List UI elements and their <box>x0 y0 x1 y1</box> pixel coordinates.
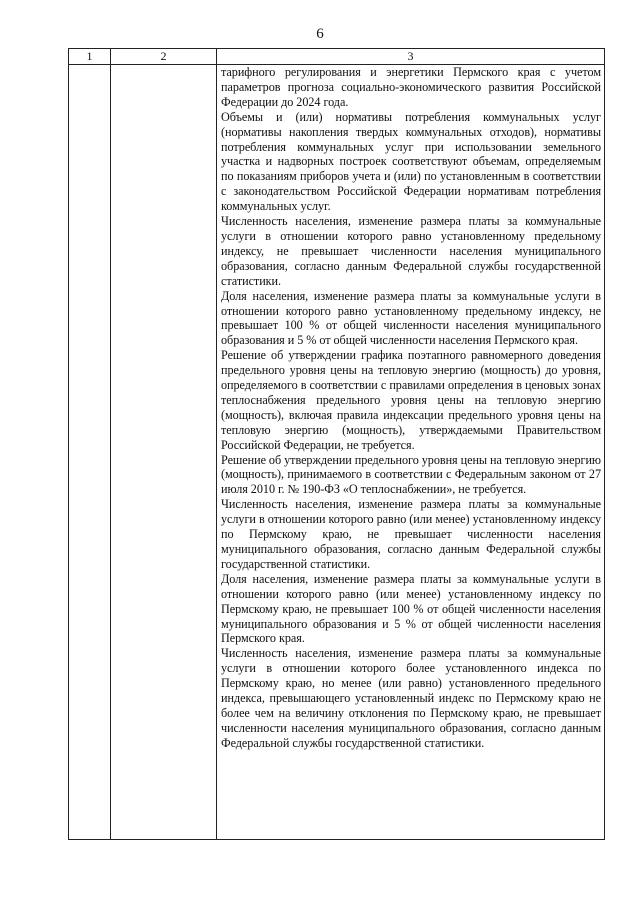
column-header-3: 3 <box>217 49 605 65</box>
paragraph: Доля населения, изменение размера платы за коммунальные услуги в отношении которого равно (или менее) установленному индексу по Пермскому краю, не превышает 100 % от общей численности населения муниципального образования и 5 % от общей численности населения Пермского края. <box>221 571 601 646</box>
cell-text-block <box>217 65 604 751</box>
paragraph: Объемы и (или) нормативы потребления коммунальных услуг (нормативы накопления твердых коммунальных отходов), нормативы потребления коммунальных услуг при использовании земельного участка и надворных построек соответствуют объемам, определяемым по показаниям приборов учета и (или) по установленным в соответствии с законодательством Российской Федерации нормативам потребления коммунальных услуг. <box>221 109 601 214</box>
column-header-2: 2 <box>111 49 217 65</box>
paragraph: Численность населения, изменение размера платы за коммунальные услуги в отношении которого более установленного индекса по Пермскому краю, но менее (или равно) установленного предельного индекса, превышающего установленный индекс по Пермскому краю не более чем на величину отклонения по Пермскому краю, не превышает численности населения муниципального образования, согласно данным Федеральной службы государственной статистики. <box>221 646 601 750</box>
document-table <box>68 48 605 840</box>
paragraph: Доля населения, изменение размера платы за коммунальные услуги в отношении которого равно установленному предельному индексу, не превышает 100 % от общей численности населения муниципального образования и 5 % от общей численности населения Пермского края. <box>221 288 601 348</box>
paragraph: Решение об утверждении графика поэтапного равномерного доведения предельного уровня цены на тепловую энергию (мощность) до уровня, определяемого в соответствии с правилами определения в ценовых зонах теплоснабжения предельного уровня цены на тепловую энергию (мощность), включая правила индексации предельного уровня цены на тепловую энергию (мощность), утверждаемыми Правительством Российской Федерации, не требуется. <box>221 348 601 452</box>
paragraph: тарифного регулирования и энергетики Пермского края с учетом параметров прогноза социально-экономического развития Российской Федерации до 2024 года. <box>221 65 601 109</box>
table-row <box>69 65 605 840</box>
table-header-row <box>69 49 605 65</box>
paragraph: Решение об утверждении предельного уровня цены на тепловую энергию (мощность), принимаемого в соответствии с Федеральным законом от 27 июля 2010 г. № 190-ФЗ «О теплоснабжении», не требуется. <box>221 452 601 497</box>
cell-column-2 <box>111 65 217 840</box>
cell-column-1 <box>69 65 111 840</box>
column-header-1: 1 <box>69 49 111 65</box>
paragraph: Численность населения, изменение размера платы за коммунальные услуги в отношении которого равно установленному предельному индексу, не превышает численности населения муниципального образования, согласно данным Федеральной службы государственной статистики. <box>221 214 601 288</box>
paragraph: Численность населения, изменение размера платы за коммунальные услуги в отношении которого равно (или менее) установленному индексу по Пермскому краю, не превышает численности населения муниципального образования, согласно данным Федеральной службы государственной статистики. <box>221 497 601 571</box>
page-number: 6 <box>316 26 324 42</box>
cell-column-3 <box>217 65 605 840</box>
